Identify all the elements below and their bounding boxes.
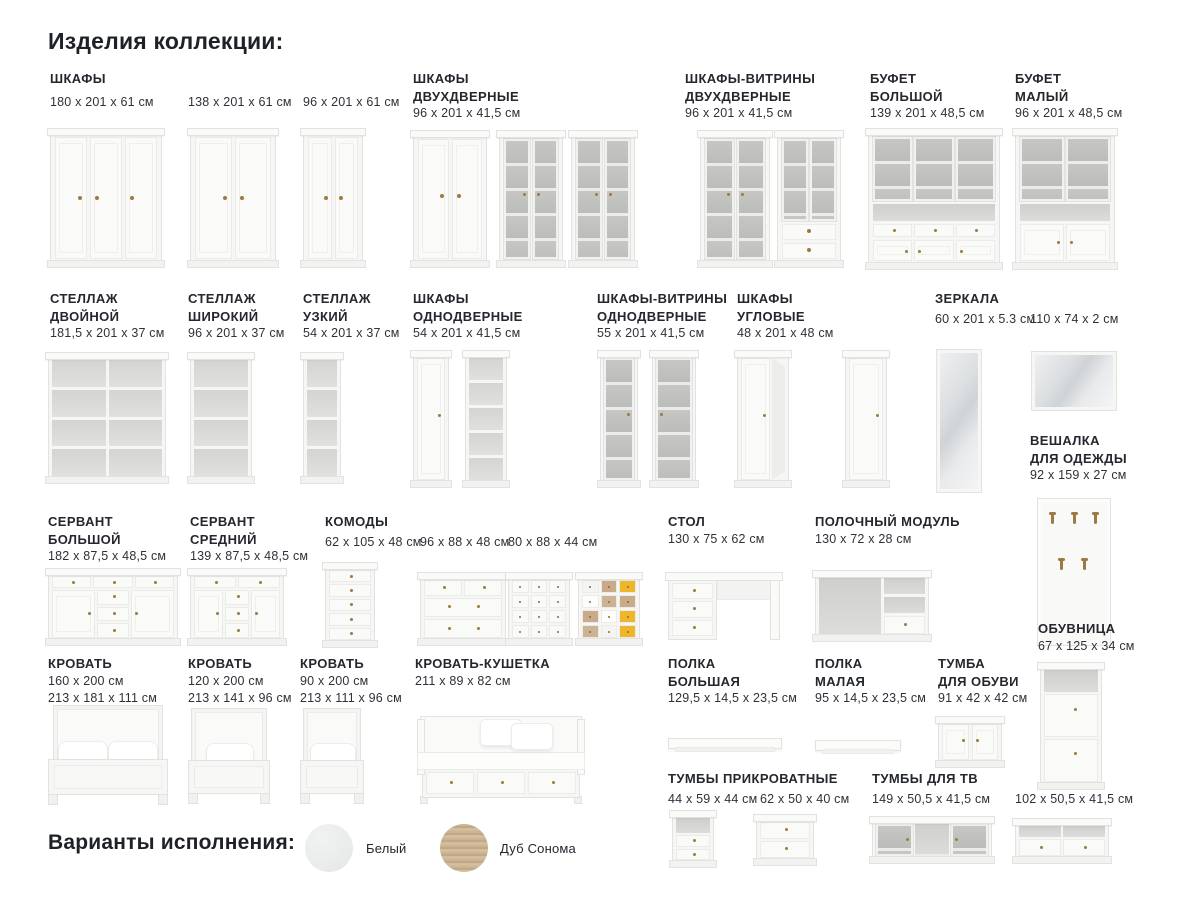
dim-mirror-wide: 110 x 74 x 2 см (1030, 312, 1119, 326)
dim-mirror-tall: 60 x 201 x 5.3 см (935, 312, 1036, 326)
nightstand-2-illustration (756, 814, 814, 866)
group-mirrors-label: ЗЕРКАЛА (935, 291, 1000, 306)
shelf-module-illustration (815, 570, 929, 642)
group-shelving-double-label: СТЕЛЛАЖ ДВОЙНОЙ 181,5 x 201 x 37 см (50, 291, 165, 340)
wall-shelf-small-illustration (815, 740, 901, 751)
bed-90-illustration (300, 708, 364, 804)
dim-nightstand-2: 62 x 50 x 40 см (760, 792, 850, 806)
wardrobe-3door-illustration (50, 128, 162, 268)
nightstand-1-illustration (672, 810, 714, 868)
group-shelving-narrow-label: СТЕЛЛАЖ УЗКИЙ 54 x 201 x 37 см (303, 291, 400, 340)
shoe-cabinet-illustration (938, 716, 1002, 768)
group-buffet-small-label: БУФЕТ МАЛЫЙ 96 x 201 x 48,5 см (1015, 71, 1123, 120)
dim-wardrobe-96: 96 x 201 x 61 см (303, 95, 400, 109)
group-wardrobes-label: ШКАФЫ (50, 71, 106, 86)
group-shelving-wide-label: СТЕЛЛАЖ ШИРОКИЙ 96 x 201 x 37 см (188, 291, 285, 340)
corner-wardrobe-2-illustration (845, 350, 887, 488)
dresser-4drawer-illustration (420, 572, 506, 646)
variant-label-white: Белый (366, 841, 407, 856)
sideboard-medium-illustration (190, 568, 284, 646)
wardrobe-2door-medium-illustration (190, 128, 276, 268)
page-title: Изделия коллекции: (48, 28, 284, 54)
dresser-apothecary-illustration (508, 572, 570, 646)
group-tv-stands-label: ТУМБЫ ДЛЯ ТВ (872, 771, 979, 786)
dim-wardrobe-138: 138 x 201 x 61 см (188, 95, 292, 109)
group-sideboard-medium-label: СЕРВАНТ СРЕДНИЙ 139 x 87,5 x 48,5 см (190, 514, 309, 563)
tv-stand-small-illustration (1015, 818, 1109, 864)
wardrobe-2door-plain-illustration (413, 130, 487, 268)
dim-dresser-apothecary: 80 x 88 x 44 см (508, 535, 598, 549)
dim-tv-stand-1: 149 x 50,5 x 41,5 см (872, 792, 991, 806)
group-bed-160-label: КРОВАТЬ 160 x 200 см 213 x 181 x 111 см (48, 656, 158, 705)
group-coat-rack-label: ВЕШАЛКА ДЛЯ ОДЕЖДЫ 92 x 159 x 27 см (1030, 433, 1127, 482)
group-shoe-rack-label: ОБУВНИЦА 67 x 125 x 34 см (1038, 621, 1135, 653)
bed-120-illustration (188, 708, 270, 804)
tv-stand-large-illustration (872, 816, 992, 864)
vitrine-1door-illustration (600, 350, 638, 488)
shelving-narrow-illustration (303, 352, 341, 484)
group-wardrobes-1door-label: ШКАФЫ ОДНОДВЕРНЫЕ 54 x 201 x 41,5 см (413, 291, 523, 340)
group-shelf-small-label: ПОЛКА МАЛАЯ 95 x 14,5 x 23,5 см (815, 656, 927, 705)
group-bed-120-label: КРОВАТЬ 120 x 200 см 213 x 141 x 96 см (188, 656, 292, 705)
variant-swatch-white[interactable] (305, 824, 353, 872)
dim-nightstand-1: 44 x 59 x 44 см (668, 792, 758, 806)
group-sideboard-large-label: СЕРВАНТ БОЛЬШОЙ 182 x 87,5 x 48,5 см (48, 514, 167, 563)
vitrine-1door-2-illustration (652, 350, 696, 488)
mirror-wide-illustration (1032, 352, 1116, 410)
group-shelf-large-label: ПОЛКА БОЛЬШАЯ 129,5 x 14,5 x 23,5 см (668, 656, 798, 705)
group-buffet-large-label: БУФЕТ БОЛЬШОЙ 139 x 201 x 48,5 см (870, 71, 985, 120)
wardrobe-2door-glass-illustration (499, 130, 563, 268)
buffet-large-illustration (868, 128, 1000, 270)
group-vitrines-2door-label: ШКАФЫ-ВИТРИНЫ ДВУХДВЕРНЫЕ 96 x 201 x 41,5 см (685, 71, 816, 120)
dim-dresser-wide: 96 x 88 x 48 см (420, 535, 510, 549)
group-vitrines-1door-label: ШКАФЫ-ВИТРИНЫ ОДНОДВЕРНЫЕ 55 x 201 x 41,5 см (597, 291, 728, 340)
group-daybed-label: КРОВАТЬ-КУШЕТКА 211 x 89 x 82 см (415, 656, 550, 688)
dresser-colored-illustration (578, 572, 640, 646)
shoe-rack-illustration (1040, 662, 1102, 790)
dim-tv-stand-2: 102 x 50,5 x 41,5 см (1015, 792, 1134, 806)
dim-wardrobe-180: 180 x 201 x 61 см (50, 95, 154, 109)
group-desk-label: СТОЛ 130 x 75 x 62 см (668, 514, 765, 546)
vitrine-2door-drawers-illustration (777, 130, 841, 268)
variant-swatch-oak-sonoma[interactable] (440, 824, 488, 872)
group-shoe-cabinet-label: ТУМБА ДЛЯ ОБУВИ 91 x 42 x 42 см (938, 656, 1028, 705)
dresser-tall-illustration (325, 562, 375, 648)
variants-title: Варианты исполнения: (48, 831, 296, 854)
mirror-tall-illustration (937, 350, 981, 492)
desk-illustration (668, 572, 780, 644)
wardrobe-1door-open-illustration (465, 350, 507, 488)
sideboard-large-illustration (48, 568, 178, 646)
wardrobe-1door-plain-illustration (413, 350, 449, 488)
group-nightstands-label: ТУМБЫ ПРИКРОВАТНЫЕ (668, 771, 838, 786)
variant-label-oak-sonoma: Дуб Сонома (500, 841, 576, 856)
group-shelf-module-label: ПОЛОЧНЫЙ МОДУЛЬ 130 x 72 x 28 см (815, 514, 960, 546)
group-corner-wardrobes-label: ШКАФЫ УГЛОВЫЕ 48 x 201 x 48 см (737, 291, 834, 340)
dim-dresser-tall: 62 x 105 x 48 см (325, 535, 422, 549)
wall-shelf-large-illustration (668, 738, 782, 749)
bed-160-illustration (48, 705, 168, 805)
vitrine-2door-illustration (700, 130, 770, 268)
wardrobe-narrow-illustration (303, 128, 363, 268)
wardrobe-2door-glass-2-illustration (571, 130, 635, 268)
group-dressers-label: КОМОДЫ (325, 514, 389, 529)
daybed-illustration (415, 712, 587, 804)
group-bed-90-label: КРОВАТЬ 90 x 200 см 213 x 111 x 96 см (300, 656, 402, 705)
shelving-wide-illustration (190, 352, 252, 484)
group-wardrobes-2door-label: ШКАФЫ ДВУХДВЕРНЫЕ 96 x 201 x 41,5 см (413, 71, 521, 120)
shelving-double-illustration (48, 352, 166, 484)
buffet-small-illustration (1015, 128, 1115, 270)
corner-wardrobe-illustration (737, 350, 789, 488)
